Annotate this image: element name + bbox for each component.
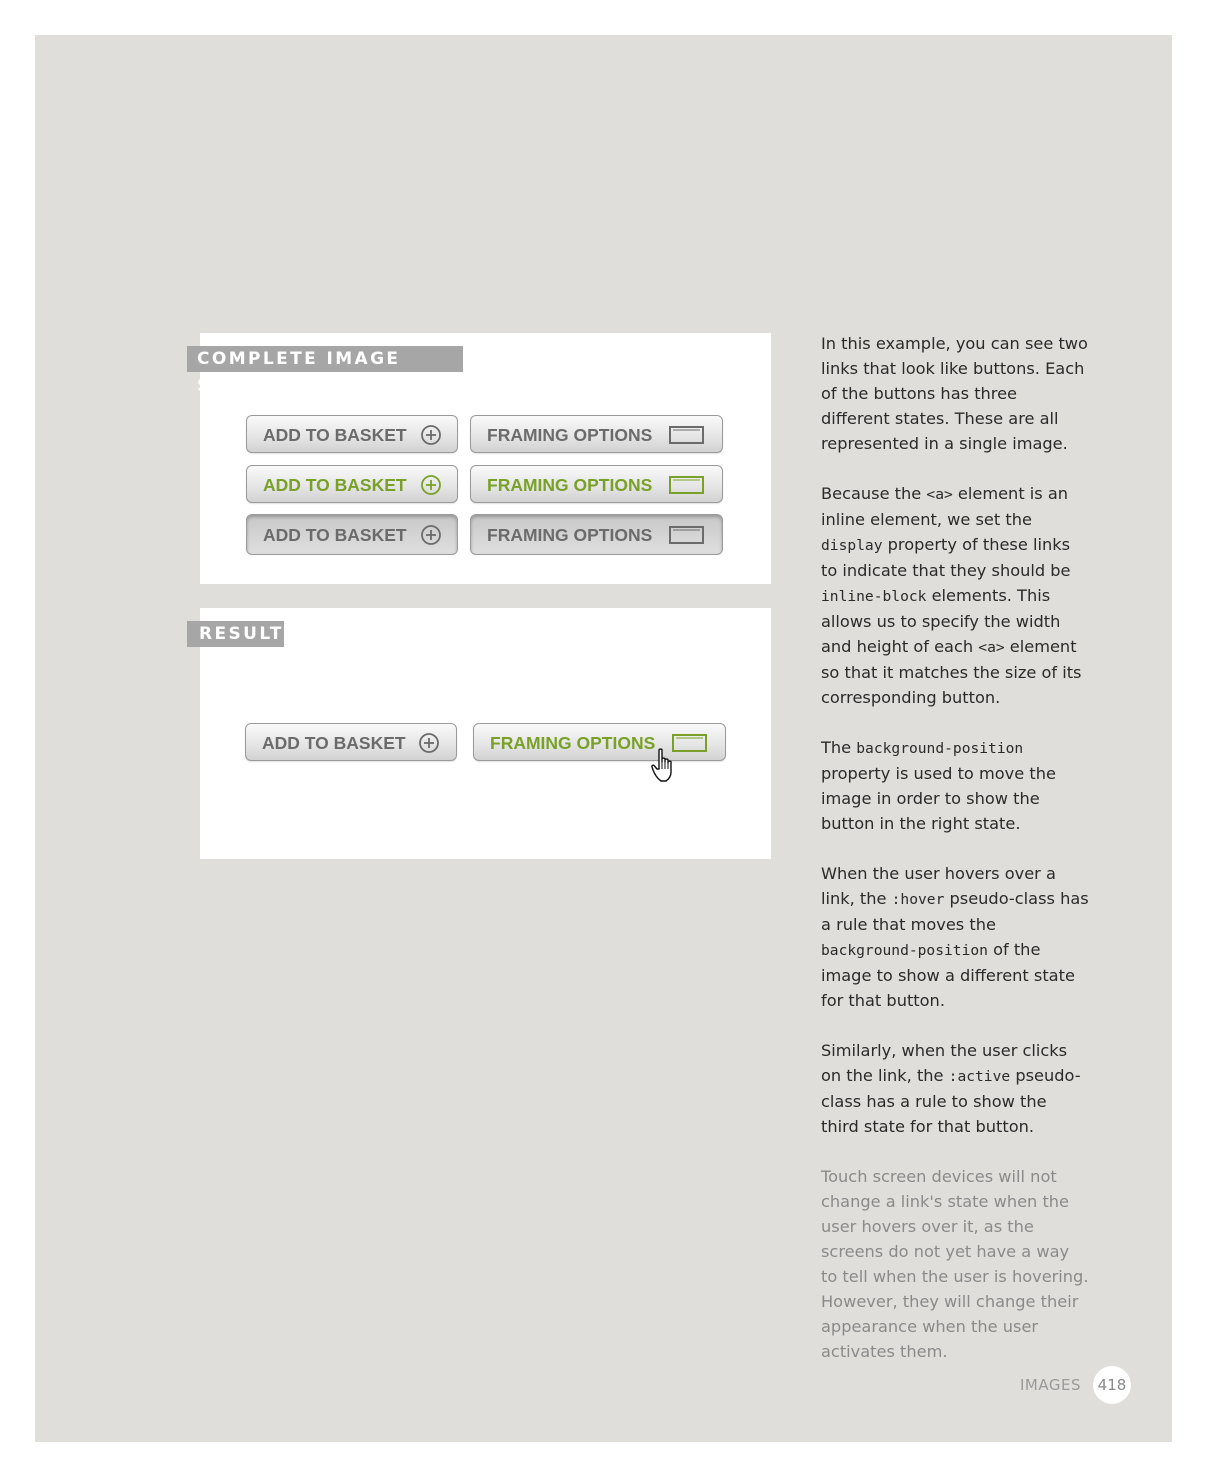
framing-options-button-hover[interactable] — [470, 465, 723, 503]
paragraph-touch-note: Touch screen devices will not change a link's state when the user hovers over it, as the screens do not yet have a way to tell when the user is hovering. However, they will change their appearance when the user activates them. — [821, 1167, 1089, 1361]
paragraph-background-position: The background-position property is used to move the image in order to show the button in the right state. — [821, 738, 1056, 833]
button-label: FRAMING OPTIONS — [490, 733, 656, 753]
frame-icon — [668, 524, 706, 546]
paragraph-active: Similarly, when the user clicks on the link, the :active pseudo-class has a rule to show the third state for that button. — [821, 1041, 1081, 1136]
frame-icon — [668, 424, 706, 446]
button-label: ADD TO BASKET — [263, 425, 407, 445]
frame-icon — [668, 474, 706, 496]
button-label: ADD TO BASKET — [262, 733, 406, 753]
button-label: FRAMING OPTIONS — [487, 475, 653, 495]
button-label: FRAMING OPTIONS — [487, 425, 653, 445]
result-label: RESULT — [187, 621, 284, 647]
plus-circle-icon — [420, 424, 442, 446]
framing-options-button-active[interactable] — [470, 514, 723, 555]
section-label: IMAGES — [1020, 1376, 1081, 1394]
framing-options-button[interactable] — [473, 723, 726, 761]
page-number: 418 — [1093, 1366, 1131, 1404]
paragraph-display: Because the <a> element is an inline element, we set the display property of these links to indicate that they should be inline-block elements. This allows us to specify the width and height of each <a> element so that it matches the size of its corresponding button. — [821, 484, 1082, 707]
paragraph-intro: In this example, you can see two links that look like buttons. Each of the buttons has three different states. These are all represented in a single image. — [821, 334, 1088, 453]
button-label: ADD TO BASKET — [263, 525, 407, 545]
paragraph-hover: When the user hovers over a link, the :hover pseudo-class has a rule that moves the background-position of the image to show a different state for that button. — [821, 864, 1089, 1010]
framing-options-button-normal[interactable] — [470, 415, 723, 453]
sprite-label: COMPLETE IMAGE SPRITE — [187, 346, 463, 372]
add-to-basket-button-hover[interactable] — [246, 465, 458, 503]
hand-pointer-icon — [651, 748, 679, 784]
plus-circle-icon — [418, 732, 440, 754]
body-text — [821, 331, 1089, 1389]
button-label: FRAMING OPTIONS — [487, 525, 653, 545]
button-label: ADD TO BASKET — [263, 475, 407, 495]
add-to-basket-button-normal[interactable] — [246, 415, 458, 453]
add-to-basket-button[interactable] — [245, 723, 457, 761]
plus-circle-icon — [420, 524, 442, 546]
add-to-basket-button-active[interactable] — [246, 514, 458, 555]
plus-circle-icon — [420, 474, 442, 496]
